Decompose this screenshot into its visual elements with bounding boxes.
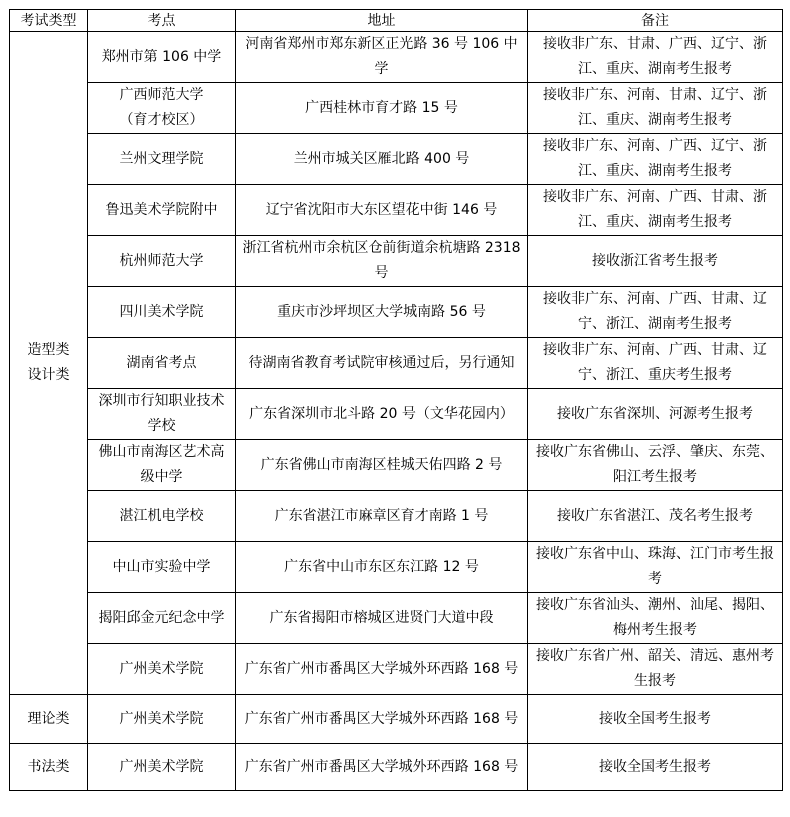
site-cell: 湛江机电学校 <box>88 491 236 542</box>
site-cell: 四川美术学院 <box>88 287 236 338</box>
table-row <box>10 83 783 134</box>
address-cell: 广东省湛江市麻章区育才南路 1 号 <box>236 491 528 542</box>
header-exam-type: 考试类型 <box>10 10 88 32</box>
note-cell: 接收全国考生报考 <box>528 744 783 791</box>
address-cell: 广东省中山市东区东江路 12 号 <box>236 542 528 593</box>
table-row <box>10 593 783 644</box>
table-row <box>10 134 783 185</box>
site-cell: 郑州市第 106 中学 <box>88 32 236 83</box>
note-cell: 接收广东省深圳、河源考生报考 <box>528 389 783 440</box>
site-cell: 湖南省考点 <box>88 338 236 389</box>
address-cell: 浙江省杭州市余杭区仓前街道余杭塘路 2318 号 <box>236 236 528 287</box>
address-cell: 广东省广州市番禺区大学城外环西路 168 号 <box>236 695 528 744</box>
table-row <box>10 542 783 593</box>
header-site: 考点 <box>88 10 236 32</box>
site-cell: 广州美术学院 <box>88 744 236 791</box>
note-cell: 接收广东省佛山、云浮、肇庆、东莞、阳江考生报考 <box>528 440 783 491</box>
address-cell: 兰州市城关区雁北路 400 号 <box>236 134 528 185</box>
address-cell: 广东省佛山市南海区桂城天佑四路 2 号 <box>236 440 528 491</box>
table-row <box>10 440 783 491</box>
table-row <box>10 695 783 744</box>
header-note: 备注 <box>528 10 783 32</box>
table-row <box>10 744 783 791</box>
exam-type-cell: 理论类 <box>10 695 88 744</box>
note-cell: 接收广东省湛江、茂名考生报考 <box>528 491 783 542</box>
header-address: 地址 <box>236 10 528 32</box>
address-cell: 辽宁省沈阳市大东区望花中街 146 号 <box>236 185 528 236</box>
note-cell: 接收广东省汕头、潮州、汕尾、揭阳、梅州考生报考 <box>528 593 783 644</box>
note-cell: 接收非广东、河南、广西、甘肃、辽宁、浙江、湖南考生报考 <box>528 287 783 338</box>
note-cell: 接收广东省广州、韶关、清远、惠州考生报考 <box>528 644 783 695</box>
address-cell: 广东省广州市番禺区大学城外环西路 168 号 <box>236 644 528 695</box>
address-cell: 广西桂林市育才路 15 号 <box>236 83 528 134</box>
table-row <box>10 32 783 83</box>
note-cell: 接收非广东、甘肃、广西、辽宁、浙江、重庆、湖南考生报考 <box>528 32 783 83</box>
exam-type-cell: 造型类 设计类 <box>10 32 88 695</box>
table-row <box>10 491 783 542</box>
site-cell: 广州美术学院 <box>88 695 236 744</box>
table-row <box>10 644 783 695</box>
note-cell: 接收非广东、河南、广西、甘肃、辽宁、浙江、重庆考生报考 <box>528 338 783 389</box>
exam-sites-table <box>9 9 783 791</box>
table-row <box>10 236 783 287</box>
note-cell: 接收广东省中山、珠海、江门市考生报考 <box>528 542 783 593</box>
site-cell: 佛山市南海区艺术高级中学 <box>88 440 236 491</box>
site-cell: 深圳市行知职业技术学校 <box>88 389 236 440</box>
site-cell: 兰州文理学院 <box>88 134 236 185</box>
note-cell: 接收全国考生报考 <box>528 695 783 744</box>
table-row <box>10 389 783 440</box>
table-row <box>10 185 783 236</box>
exam-type-cell: 书法类 <box>10 744 88 791</box>
site-cell: 广州美术学院 <box>88 644 236 695</box>
address-cell: 河南省郑州市郑东新区正光路 36 号 106 中学 <box>236 32 528 83</box>
note-cell: 接收非广东、河南、广西、辽宁、浙江、重庆、湖南考生报考 <box>528 134 783 185</box>
note-cell: 接收非广东、河南、甘肃、辽宁、浙江、重庆、湖南考生报考 <box>528 83 783 134</box>
site-cell: 中山市实验中学 <box>88 542 236 593</box>
site-cell: 揭阳邱金元纪念中学 <box>88 593 236 644</box>
note-cell: 接收浙江省考生报考 <box>528 236 783 287</box>
address-cell: 广东省揭阳市榕城区进贤门大道中段 <box>236 593 528 644</box>
note-cell: 接收非广东、河南、广西、甘肃、浙江、重庆、湖南考生报考 <box>528 185 783 236</box>
site-cell: 杭州师范大学 <box>88 236 236 287</box>
address-cell: 广东省广州市番禺区大学城外环西路 168 号 <box>236 744 528 791</box>
address-cell: 重庆市沙坪坝区大学城南路 56 号 <box>236 287 528 338</box>
address-cell: 广东省深圳市北斗路 20 号（文华花园内） <box>236 389 528 440</box>
header-row <box>10 10 783 32</box>
table-row <box>10 338 783 389</box>
site-cell: 广西师范大学 （育才校区） <box>88 83 236 134</box>
address-cell: 待湖南省教育考试院审核通过后，另行通知 <box>236 338 528 389</box>
table-row <box>10 287 783 338</box>
site-cell: 鲁迅美术学院附中 <box>88 185 236 236</box>
